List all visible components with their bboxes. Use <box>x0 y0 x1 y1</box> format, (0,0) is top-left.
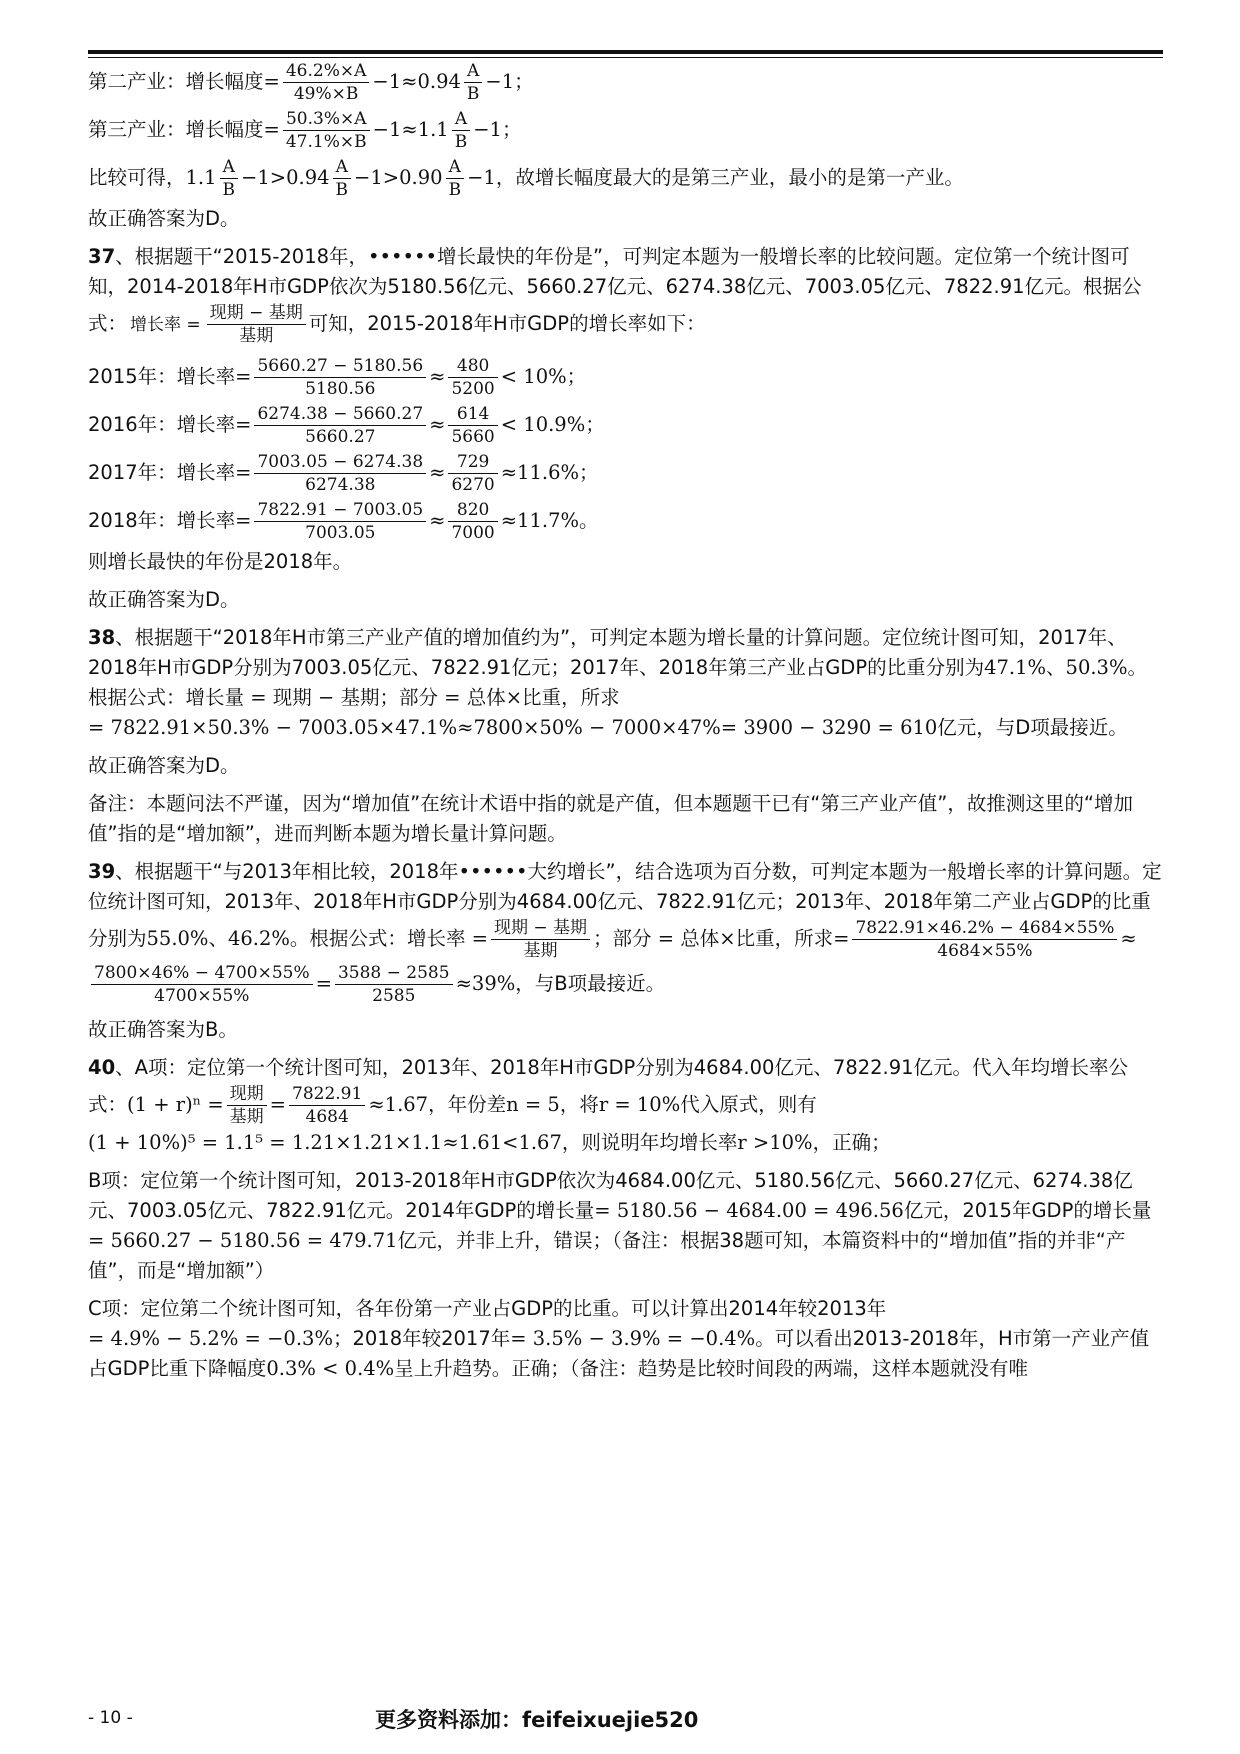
approx: ≈ <box>429 365 446 388</box>
line-label: 2017年：增长率 <box>88 461 236 484</box>
numerator: A <box>464 60 483 83</box>
equals: = <box>315 972 332 995</box>
calculation: = 5180.56 − 4684.00 = 496.56 <box>594 1199 904 1222</box>
numerator: 820 <box>448 499 497 522</box>
fraction <box>283 108 370 153</box>
equals: = <box>235 365 252 388</box>
growth-2017-line <box>88 451 1163 496</box>
fraction <box>220 156 239 201</box>
fraction <box>227 1083 267 1128</box>
denominator: 6274.38 <box>305 475 376 495</box>
result: < 10%； <box>500 365 587 388</box>
fraction <box>254 403 426 448</box>
formula: 增长量 = 现期 − 基期；部分 = 总体×比重 <box>185 686 562 709</box>
tertiary-industry-line <box>88 108 1163 153</box>
denominator: 2585 <box>372 986 416 1006</box>
fraction <box>91 962 313 1007</box>
paragraph-text: 亿元，2015年GDP的增长量 <box>903 1199 1152 1222</box>
numerator: 5660.27 − 5180.56 <box>254 355 426 378</box>
formula-lhs: 增长率 = <box>130 314 201 335</box>
paragraph-text: 呈上升趋势。正确；（备注：趋势是比较时间段的两端，这样本题就没有唯 <box>394 1357 1028 1380</box>
math-text: ≈1.67 <box>368 1093 429 1116</box>
fraction <box>446 156 465 201</box>
formula-lhs: 增长率 = <box>406 927 488 950</box>
secondary-industry-line <box>88 60 1163 105</box>
numerator: 46.2%×A <box>283 60 370 83</box>
denominator: 基期 <box>229 1107 264 1127</box>
fraction <box>448 355 497 400</box>
numerator: 480 <box>448 355 497 378</box>
fraction <box>448 451 497 496</box>
result: < 10.9%； <box>500 413 605 436</box>
denominator: 7003.05 <box>305 523 376 543</box>
fraction <box>254 355 426 400</box>
comparison-line <box>88 156 1163 201</box>
numerator: 现期 <box>227 1083 267 1106</box>
fraction <box>289 1083 365 1128</box>
equals: = <box>263 70 280 93</box>
denominator: 基期 <box>239 326 274 346</box>
question-40-option-a <box>88 1053 1163 1158</box>
answer-36: 故正确答案为D。 <box>88 207 240 230</box>
question-40-option-b <box>88 1166 1163 1286</box>
page-number: - 10 - <box>88 1708 133 1728</box>
math-text: −1≈1.1 <box>372 118 449 141</box>
numerator: A <box>333 156 352 179</box>
denominator: 5660 <box>451 427 495 447</box>
math-text: −1>0.94 <box>241 166 330 189</box>
denominator: 5180.56 <box>305 379 376 399</box>
equals: = <box>235 461 252 484</box>
paragraph-text: 可知，2015-2018年H市GDP的增长率如下： <box>308 312 706 335</box>
paragraph-text: ，与B项最接近。 <box>515 972 666 995</box>
math-text: 0.3% < 0.4% <box>266 1357 395 1380</box>
math-text: 55.0%、46.2% <box>146 927 290 950</box>
question-37-analysis <box>88 242 1163 347</box>
question-39-analysis <box>88 857 1163 1007</box>
denominator: B <box>466 84 480 104</box>
denominator: 7000 <box>451 523 495 543</box>
fraction <box>852 917 1117 962</box>
denominator: 4684×55% <box>937 941 1033 961</box>
line-label: 第二产业：增长幅度 <box>88 70 264 93</box>
formula: ；部分 = 总体×比重 <box>593 927 775 950</box>
answer-39: 故正确答案为B。 <box>88 1018 238 1041</box>
numerator: 7003.05 − 6274.38 <box>254 451 426 474</box>
denominator: B <box>222 180 236 200</box>
numerator: 614 <box>448 403 497 426</box>
denominator: 6270 <box>451 475 495 495</box>
numerator: A <box>452 108 471 131</box>
math-text: −1 <box>467 166 496 189</box>
line-label: 第三产业：增长幅度 <box>88 118 264 141</box>
fraction <box>491 917 590 962</box>
equals: = <box>235 509 252 532</box>
paragraph-text: 、根据题干“2018年H市第三产业产值的增加值约为”，可判定本题为增长量的计算问题。定位统计图可知，2017年、2018年H市GDP分别为7003.05亿元、7822.91亿元；2017年、2018年第三产业占GDP的比重分别为 <box>88 626 1127 679</box>
numerator: A <box>220 156 239 179</box>
paragraph-text: 。可以看出2013-2018年，H市第一产业产值占GDP比重下降幅度 <box>88 1327 1150 1380</box>
paragraph-text: ，正确； <box>812 1131 891 1154</box>
fraction <box>207 302 306 347</box>
fraction <box>335 962 453 1007</box>
question-number: 37 <box>88 245 116 268</box>
fraction <box>448 499 497 544</box>
fraction <box>452 108 471 153</box>
calculation: (1 + 10%)⁵ = 1.1⁵ = 1.21×1.21×1.1≈1.61<1.67 <box>88 1131 562 1154</box>
approx: ≈ <box>429 461 446 484</box>
paragraph-text: ，年份差 <box>428 1093 507 1116</box>
numerator: 729 <box>448 451 497 474</box>
numerator: 7822.91 − 7003.05 <box>254 499 426 522</box>
calculation: = 7822.91×50.3% − 7003.05×47.1%≈7800×50% − 7000×47%= 3900 − 3290 = 610 <box>88 716 938 739</box>
calculation: = 3.5% − 3.9% = −0.4% <box>510 1327 756 1350</box>
math-text: −1； <box>485 70 534 93</box>
math-text: −1； <box>473 118 522 141</box>
math-text: r >10% <box>737 1131 813 1154</box>
growth-2016-line <box>88 403 1163 448</box>
numerator: 7800×46% − 4700×55% <box>91 962 313 985</box>
equals: = <box>269 1093 287 1116</box>
growth-rate-formula <box>130 314 201 336</box>
denominator: 47.1%×B <box>285 132 367 152</box>
numerator: 7822.91 <box>289 1083 365 1106</box>
math-text: n = 5 <box>506 1093 560 1116</box>
denominator: 49%×B <box>293 84 359 104</box>
fraction <box>283 60 370 105</box>
fraction <box>254 499 426 544</box>
fraction <box>333 156 352 201</box>
paragraph-text: ，所求 <box>561 686 620 709</box>
denominator: 4700×55% <box>154 986 250 1006</box>
paragraph-text: 、根据题干“与2013年相比较，2018年••••••大约增长”，结合选项为百分数，可判定本题为一般增长率的计算问题。定位统计图可知，2013年、2018年H市GDP分别为4684.00亿元、7822.91亿元；2013年、2018年第二产业占GDP的比重分别为 <box>88 860 1162 950</box>
answer-37: 故正确答案为D。 <box>88 588 240 611</box>
denominator: B <box>335 180 349 200</box>
footer-promo-text: 更多资料添加：feifeixuejie520 <box>375 1708 699 1732</box>
numerator: A <box>446 156 465 179</box>
paragraph-text: ，将 <box>559 1093 599 1116</box>
paragraph-text: 亿元，并非上升，错误；（备注：根据38题可知，本篇资料中的“增加值”指的并非“产值”，而是“增加额”） <box>88 1229 1126 1282</box>
calculation: = 5660.27 − 5180.56 = 479.71 <box>88 1229 398 1252</box>
question-number: 39 <box>88 860 116 883</box>
math-text: 47.1%、50.3% <box>984 656 1128 679</box>
header-rule-thick <box>88 50 1163 54</box>
result: ≈39% <box>455 972 516 995</box>
denominator: B <box>454 132 468 152</box>
numerator: 现期 − 基期 <box>491 917 590 940</box>
math-text: −1≈0.94 <box>372 70 461 93</box>
fraction <box>448 403 497 448</box>
denominator: B <box>448 180 462 200</box>
numerator: 50.3%×A <box>283 108 370 131</box>
paragraph-text: 、A项：定位第一个统计图可知，2013年、2018年H市GDP分别为4684.00亿元、7822.91亿元。代入年均增长率公式： <box>88 1056 1129 1116</box>
math-text: 1.1 <box>185 166 217 189</box>
approx: ≈ <box>1120 927 1137 950</box>
line-label: 比较可得， <box>88 166 186 189</box>
approx: ≈ <box>429 413 446 436</box>
paragraph-text: 代入原式，则有 <box>680 1093 817 1116</box>
paragraph-text: C项：定位第二个统计图可知，各年份第一产业占GDP的比重。可以计算出2014年较2013年 <box>88 1297 887 1320</box>
paragraph-text: ，所求 <box>774 927 834 950</box>
approx: ≈ <box>429 509 446 532</box>
paragraph-text: B项：定位第一个统计图可知，2013-2018年H市GDP依次为4684.00亿元、5180.56亿元、5660.27亿元、6274.38亿元、7003.05亿元、7822.91亿元。2014年GDP的增长量 <box>88 1169 1133 1222</box>
calculation: = 4.9% − 5.2% = −0.3% <box>88 1327 333 1350</box>
paragraph-text: ，则说明年均增长率 <box>561 1131 738 1154</box>
math-text: (1 + r)ⁿ = <box>127 1093 224 1116</box>
equals: = <box>235 413 252 436</box>
growth-2018-line <box>88 499 1163 544</box>
numerator: 7822.91×46.2% − 4684×55% <box>852 917 1117 940</box>
equals: = <box>263 118 280 141</box>
denominator: 5200 <box>451 379 495 399</box>
result: ≈11.6%； <box>500 461 599 484</box>
header-rule-thin <box>88 57 1163 58</box>
fraction <box>254 451 426 496</box>
numerator: 现期 − 基期 <box>207 302 306 325</box>
question-40-option-c <box>88 1294 1163 1384</box>
math-text: r = 10% <box>598 1093 681 1116</box>
numerator: 3588 − 2585 <box>335 962 453 985</box>
paragraph-text: 。根据公式： <box>88 656 1148 709</box>
q37-conclusion: 则增长最快的年份是2018年。 <box>88 550 353 573</box>
paragraph-text: 亿元，与D项最接近。 <box>937 716 1128 739</box>
paragraph-text: 、根据题干“2015-2018年，••••••增长最快的年份是”，可判定本题为一般增长率的比较问题。定位第一个统计图可知，2014-2018年H市GDP依次为5180.56亿元、5660.27亿元、6274.38亿元、7003.05亿元、7822.91亿元。根据公式： <box>88 245 1142 335</box>
growth-2015-line <box>88 355 1163 400</box>
answer-38: 故正确答案为D。 <box>88 754 240 777</box>
paragraph-text: 。根据公式： <box>289 927 407 950</box>
paragraph-text: ；2018年较2017年 <box>332 1327 511 1350</box>
fraction <box>464 60 483 105</box>
equals: = <box>833 927 850 950</box>
result: ≈11.7%。 <box>500 509 599 532</box>
denominator: 4684 <box>305 1107 349 1127</box>
numerator: 6274.38 − 5660.27 <box>254 403 426 426</box>
question-number: 40 <box>88 1056 116 1079</box>
denominator: 5660.27 <box>305 427 376 447</box>
solution-body <box>88 60 1163 1392</box>
line-label: 2018年：增长率 <box>88 509 236 532</box>
denominator: 基期 <box>523 941 558 961</box>
line-label: 2016年：增长率 <box>88 413 236 436</box>
note-38: 备注：本题问法不严谨，因为“增加值”在统计术语中指的就是产值，但本题题干已有“第三产业产值”，故推测这里的“增加值”指的是“增加额”，进而判断本题为增长量计算问题。 <box>88 792 1134 845</box>
question-number: 38 <box>88 626 116 649</box>
line-label: 2015年：增长率 <box>88 365 236 388</box>
comparison-conclusion: ，故增长幅度最大的是第三产业，最小的是第一产业。 <box>495 166 964 189</box>
math-text: −1>0.90 <box>354 166 443 189</box>
question-38-analysis <box>88 623 1163 743</box>
